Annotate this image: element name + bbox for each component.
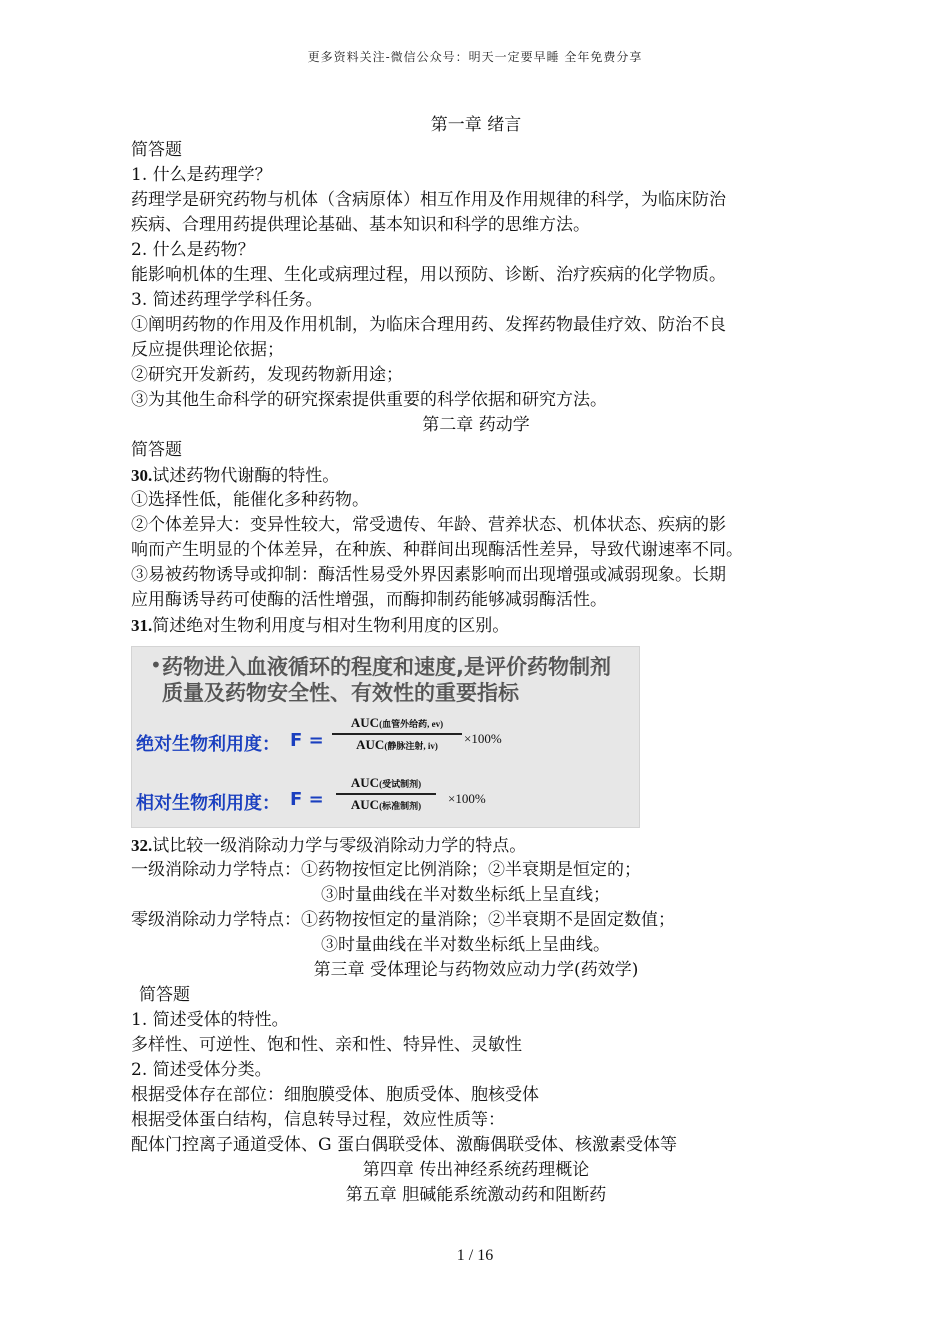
answer-line: 疾病、合理用药提供理论基础、基本知识和科学的思维方法。 <box>131 215 590 235</box>
answer-line: ③易被药物诱导或抑制：酶活性易受外界因素影响而出现增强或减弱现象。长期 <box>131 565 726 585</box>
chapter-3-title: 第三章 受体理论与药物效应动力学(药效学) <box>313 960 639 980</box>
answer-line: ②研究开发新药，发现药物新用途； <box>131 365 403 385</box>
relative-formula-fraction <box>336 775 436 813</box>
answer-line: ①选择性低，能催化多种药物。 <box>131 490 369 510</box>
question: 1. 什么是药理学？ <box>131 165 272 185</box>
section-heading: 简答题 <box>131 140 182 160</box>
relative-bioavailability-label: 相对生物利用度： <box>136 793 280 814</box>
figure-caption-line: 质量及药物安全性、有效性的重要指标 <box>162 681 519 705</box>
question-text: 简述绝对生物利用度与相对生物利用度的区别。 <box>152 616 510 636</box>
bioavailability-figure <box>131 646 640 828</box>
fraction-denominator: AUC(标准制剂) <box>350 796 422 812</box>
chapter-5-title: 第五章 胆碱能系统激动药和阻断药 <box>345 1185 607 1205</box>
absolute-formula-fraction <box>332 715 462 753</box>
question: 3. 简述药理学学科任务。 <box>131 290 323 310</box>
times-percent: ×100% <box>464 731 502 746</box>
question: 2. 简述受体分类。 <box>131 1060 272 1080</box>
answer-line: 零级消除动力学特点：①药物按恒定的量消除；②半衰期不是固定数值； <box>131 910 675 930</box>
page-number: 1 / 16 <box>456 1247 494 1264</box>
question: 1. 简述受体的特性。 <box>131 1010 289 1030</box>
answer-line: 多样性、可逆性、饱和性、亲和性、特异性、灵敏性 <box>131 1035 522 1055</box>
answer-line: ③时量曲线在半对数坐标纸上呈直线； <box>321 885 610 905</box>
answer-line: 根据受体存在部位：细胞膜受体、胞质受体、胞核受体 <box>131 1085 539 1105</box>
fraction-numerator: AUC(血管外给药, ev) <box>350 715 444 730</box>
answer-line: ③为其他生命科学的研究探索提供重要的科学依据和研究方法。 <box>131 390 607 410</box>
answer-line: 响而产生明显的个体差异，在种族、种群间出现酶活性差异，导致代谢速率不同。 <box>131 540 743 560</box>
chapter-1-title: 第一章 绪言 <box>430 115 522 135</box>
question <box>131 833 821 858</box>
question-text: 试比较一级消除动力学与零级消除动力学的特点。 <box>152 836 527 856</box>
fraction-bar <box>336 793 436 795</box>
section-heading: 简答题 <box>131 440 182 460</box>
answer-line: ①阐明药物的作用及作用机制，为临床合理用药、发挥药物最佳疗效、防治不良 <box>131 315 726 335</box>
fraction-bar <box>332 733 462 735</box>
figure-bullet: • <box>150 653 162 677</box>
fraction-numerator: AUC(受试制剂) <box>350 775 422 790</box>
fraction-denominator: AUC(静脉注射, iv) <box>356 736 438 752</box>
formula-equals: F = <box>290 730 324 751</box>
answer-line: 根据受体蛋白结构，信息转导过程，效应性质等： <box>131 1110 505 1130</box>
times-percent: ×100% <box>448 791 486 806</box>
question <box>131 463 821 488</box>
question-number: 30. <box>131 466 153 485</box>
answer-line: 应用酶诱导药可使酶的活性增强，而酶抑制药能够减弱酶活性。 <box>131 590 607 610</box>
answer-line: ③时量曲线在半对数坐标纸上呈曲线。 <box>321 935 610 955</box>
question-number: 32. <box>131 836 153 855</box>
answer-line: 反应提供理论依据； <box>131 340 284 360</box>
chapter-2-title: 第二章 药动学 <box>422 415 530 435</box>
absolute-bioavailability-label: 绝对生物利用度： <box>136 734 280 755</box>
section-heading: 简答题 <box>139 985 190 1005</box>
chapter-4-title: 第四章 传出神经系统药理概论 <box>362 1160 590 1180</box>
formula-equals: F = <box>290 789 324 810</box>
question-number: 31. <box>131 616 153 635</box>
answer-line: ②个体差异大：变异性较大，常受遗传、年龄、营养状态、机体状态、疾病的影 <box>131 515 726 535</box>
question-text: 试述药物代谢酶的特性。 <box>152 466 340 486</box>
answer-line: 配体门控离子通道受体、G 蛋白偶联受体、激酶偶联受体、核激素受体等 <box>131 1135 677 1155</box>
document-body <box>131 113 821 1208</box>
question <box>131 613 821 638</box>
question: 2. 什么是药物？ <box>131 240 255 260</box>
answer-line: 药理学是研究药物与机体（含病原体）相互作用及作用规律的科学，为临床防治 <box>131 190 726 210</box>
figure-caption-line: 药物进入血液循环的程度和速度,是评价药物制剂 <box>162 655 611 679</box>
answer-line: 能影响机体的生理、生化或病理过程，用以预防、诊断、治疗疾病的化学物质。 <box>131 265 726 285</box>
page-header: 更多资料关注-微信公众号：明天一定要早睡 全年免费分享 <box>307 50 643 64</box>
answer-line: 一级消除动力学特点：①药物按恒定比例消除；②半衰期是恒定的； <box>131 860 641 880</box>
